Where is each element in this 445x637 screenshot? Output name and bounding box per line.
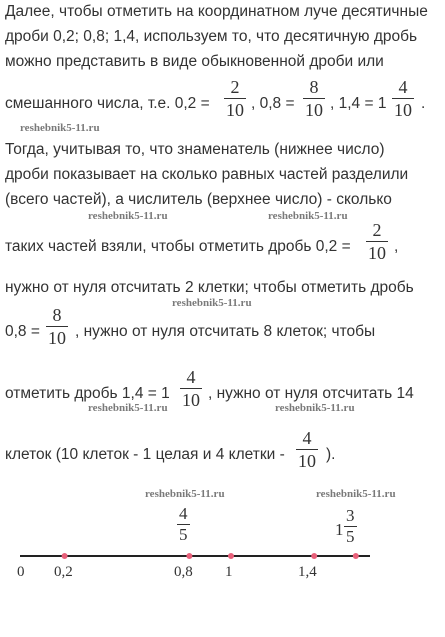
watermark: reshebnik5-11.ru: [172, 297, 252, 309]
text-line-7: (всего частей), а числитель (верхнее число) - сколько: [5, 191, 392, 208]
watermark: reshebnik5-11.ru: [275, 402, 355, 414]
text-line-11b: , нужно от нуля отсчитать 14: [208, 385, 414, 402]
text-line-10a: 0,8 =: [5, 323, 40, 340]
text-line-4b: , 0,8 =: [251, 95, 295, 112]
axis-label-1: 1: [225, 564, 233, 580]
fraction-numerator: 2: [230, 77, 240, 97]
text-line-8a: таких частей взяли, чтобы отметить дробь 0,2 =: [5, 238, 351, 255]
fraction-numerator: 4: [398, 77, 408, 97]
axis-label-0: 0: [17, 564, 25, 580]
fraction-8-10: [303, 76, 325, 121]
fraction-denominator: 10: [298, 451, 316, 471]
fraction-numerator: 4: [302, 428, 312, 448]
number-line-point: [186, 553, 192, 559]
watermark: reshebnik5-11.ru: [268, 210, 348, 222]
fraction-numerator: 8: [309, 77, 319, 97]
fraction-2-10: [366, 219, 388, 264]
fraction-numerator: 3: [346, 506, 355, 525]
fraction-denominator: 10: [305, 100, 323, 120]
number-line-point: [353, 553, 359, 559]
fraction-4-10: [296, 427, 318, 472]
fraction-denominator: 5: [179, 525, 188, 544]
text-line-12b: ).: [326, 446, 336, 463]
fraction-numerator: 4: [186, 367, 196, 387]
fraction-numerator: 4: [179, 504, 188, 523]
text-line-5: Тогда, учитывая то, что знаменатель (нижнее число): [5, 141, 385, 158]
number-line-point: [62, 553, 68, 559]
text-line-12a: клеток (10 клеток - 1 целая и 4 клетки -: [5, 446, 285, 463]
fraction-numerator: 8: [52, 305, 62, 325]
watermark: reshebnik5-11.ru: [88, 210, 168, 222]
axis-label-0-8: 0,8: [174, 564, 193, 580]
axis-mixed-whole: 1: [335, 520, 344, 539]
watermark: reshebnik5-11.ru: [88, 402, 168, 414]
text-line-9: нужно от нуля отсчитать 2 клетки; чтобы отметить дробь: [5, 279, 414, 296]
text-line-11a: отметить дробь 1,4 = 1: [5, 385, 170, 402]
watermark: reshebnik5-11.ru: [145, 488, 225, 500]
fraction-8-10: [46, 304, 68, 349]
fraction-denominator: 10: [394, 100, 412, 120]
text-line-4d: .: [421, 95, 426, 112]
axis-label-0-2: 0,2: [54, 564, 73, 580]
number-line-point: [228, 553, 234, 559]
watermark: reshebnik5-11.ru: [316, 488, 396, 500]
text-line-3: можно представить в виде обыкновенной дроби или: [5, 53, 384, 70]
fraction-denominator: 5: [346, 527, 355, 546]
text-line-4c: , 1,4 = 1: [330, 95, 387, 112]
fraction-denominator: 10: [48, 328, 66, 348]
fraction-denominator: 10: [226, 100, 244, 120]
axis-fraction-4-5: [177, 504, 190, 545]
fraction-denominator: 10: [368, 243, 386, 263]
text-line-1: Далее, чтобы отметить на координатном луче десятичные: [5, 3, 428, 20]
fraction-4-10: [392, 76, 414, 121]
text-line-2: дроби 0,2; 0,8; 1,4, используем то, что десятичную дробь: [5, 28, 418, 45]
fraction-denominator: 10: [182, 390, 200, 410]
fraction-2-10: [224, 76, 246, 121]
text-line-4a: смешанного числа, т.е. 0,2 =: [5, 95, 210, 112]
text-line-10b: , нужно от нуля отсчитать 8 клеток; чтобы: [75, 323, 376, 340]
text-line-6: дроби показывает на сколько равных частей разделили: [5, 166, 409, 183]
fraction-4-10: [180, 366, 202, 411]
fraction-numerator: 2: [372, 220, 382, 240]
axis-label-1-4: 1,4: [298, 564, 317, 580]
watermark: reshebnik5-11.ru: [20, 122, 100, 134]
axis-fraction-3-5: [344, 506, 357, 547]
text-line-8b: ,: [394, 238, 399, 255]
number-line-point: [311, 553, 317, 559]
